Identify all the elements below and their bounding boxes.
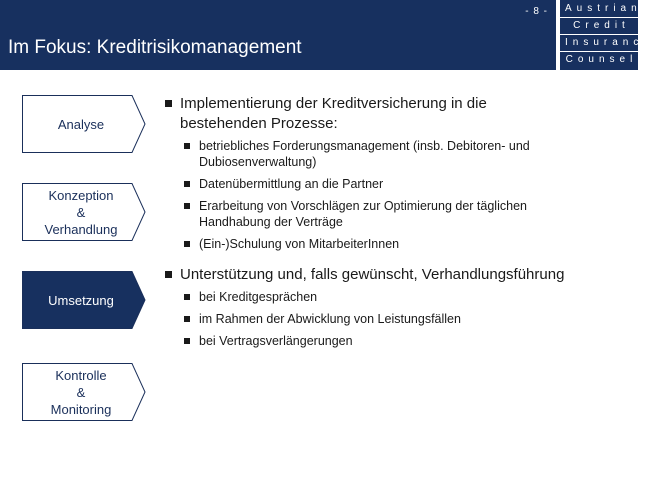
square-bullet-icon <box>184 143 190 149</box>
main-bullet-item <box>164 265 574 285</box>
sub-bullet-text: Erarbeitung von Vorschlägen zur Optimierung der täglichen Handhabung der Verträge <box>199 199 527 229</box>
process-step-2 <box>22 183 146 241</box>
square-bullet-icon <box>184 181 190 187</box>
square-bullet-icon <box>165 100 172 107</box>
content-section <box>164 265 574 349</box>
sub-bullet-item <box>164 289 574 305</box>
sub-bullet-item <box>164 311 574 327</box>
sub-bullet-list <box>164 138 574 252</box>
process-step-label: Analyse <box>57 116 105 132</box>
content-section <box>164 94 574 252</box>
page-title: Im Fokus: Kreditrisikomanagement <box>8 37 302 58</box>
main-bullet-text: Unterstützung und, falls gewünscht, Verhandlungsführung <box>180 266 565 283</box>
main-bullet-item <box>164 94 574 134</box>
sub-bullet-text: bei Kreditgesprächen <box>199 290 318 304</box>
square-bullet-icon <box>184 241 190 247</box>
square-bullet-icon <box>184 203 190 209</box>
process-step-label: Umsetzung <box>48 292 114 308</box>
sub-bullet-list <box>164 289 574 349</box>
logo-word-counsel: Counsel <box>565 54 638 65</box>
process-step-3 <box>22 271 146 329</box>
square-bullet-icon <box>184 316 190 322</box>
logo-word-credit: Credit <box>573 20 630 31</box>
sub-bullet-text: betriebliches Forderungsmanagement (insb. Debitoren- und Dubiosenverwaltung) <box>199 139 530 169</box>
sub-bullet-text: im Rahmen der Abwicklung von Leistungsfällen <box>199 312 461 326</box>
sub-bullet-text: Datenübermittlung an die Partner <box>199 177 384 191</box>
process-step-1 <box>22 95 146 153</box>
sub-bullet-item <box>164 138 574 170</box>
process-step-label: Kontrolle & Monitoring <box>50 367 112 417</box>
square-bullet-icon <box>165 271 172 278</box>
square-bullet-icon <box>184 294 190 300</box>
sub-bullet-item <box>164 198 574 230</box>
main-bullet-text: Implementierung der Kreditversicherung in die bestehenden Prozesse: <box>180 95 487 132</box>
content-area <box>164 94 574 362</box>
process-step-label: Konzeption & Verhandlung <box>44 187 118 237</box>
sub-bullet-item <box>164 236 574 252</box>
square-bullet-icon <box>184 338 190 344</box>
logo-word-insurance: Insurance <box>565 37 654 48</box>
sub-bullet-item <box>164 176 574 192</box>
company-logo <box>560 0 654 70</box>
sub-bullet-item <box>164 333 574 349</box>
process-step-4 <box>22 363 146 421</box>
logo-word-austrian: Austrian <box>565 3 642 14</box>
sub-bullet-text: (Ein-)Schulung von MitarbeiterInnen <box>199 237 400 251</box>
header-bar <box>0 0 556 70</box>
sub-bullet-text: bei Vertragsverlängerungen <box>199 334 353 348</box>
page-number: - 8 - <box>525 6 548 17</box>
